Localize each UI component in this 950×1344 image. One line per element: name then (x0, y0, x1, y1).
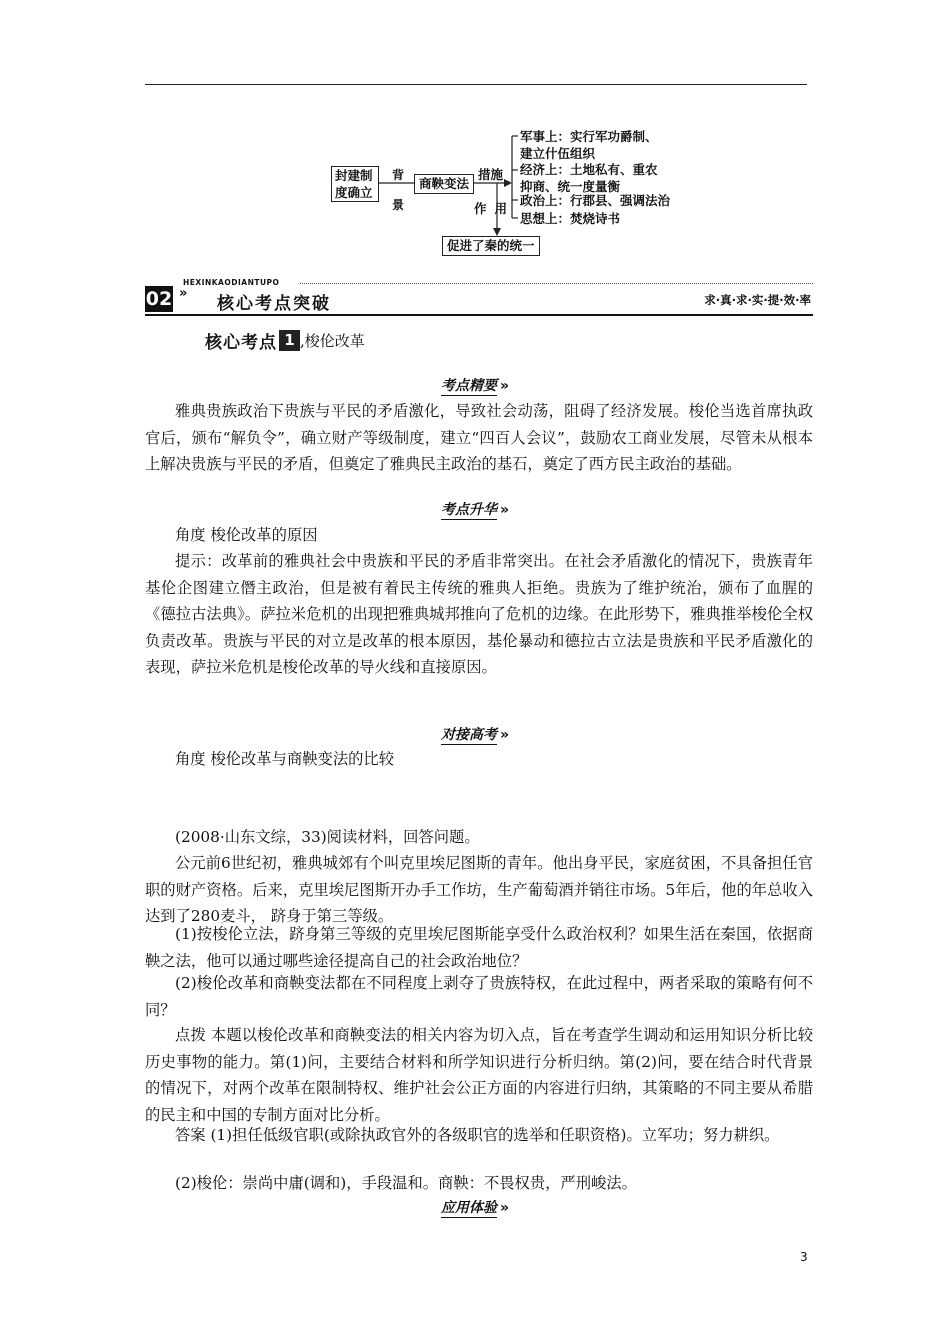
section-pinyin: HEXINKAODIANTUPO (183, 278, 280, 287)
tishi-paragraph: 提示：改革前的雅典社会中贵族和平民的矛盾非常突出。在社会矛盾激化的情况下，贵族青年基伦企图建立僭主政治，但是被有着民主传统的雅典人拒绝。贵族为了维护统治，颁布了血腥的《德拉古法典》。萨拉米危机的出现把雅典城邦推向了危机的边缘。在此形势下，雅典推举梭伦全权负责改革。贵族与平民的对立是改革的根本原因，基伦暴动和德拉古立法是贵族和平民矛盾激化的表现，萨拉米危机是梭伦改革的导火线和直接原因。 (145, 552, 813, 676)
heading-gaokao (0, 724, 950, 744)
diagram-reform-text: 商鞅变法 (419, 176, 470, 191)
page-number: 3 (800, 1250, 808, 1264)
material-paragraph: 公元前6世纪初，雅典城郊有个叫克里埃尼图斯的青年。他出身平民，家庭贫困，不具备担任官职的财产资格。后来，克里埃尼图斯开办手工作坊，生产葡萄酒并销往市场。5年后，他的年总收入达到了280麦斗， 跻身于第三等级。 (145, 854, 813, 925)
section-rule (145, 314, 813, 316)
section-number: 02 (145, 288, 173, 310)
dianbo-paragraph: 点拨 本题以梭伦改革和商鞅变法的相关内容为切入点，旨在考查学生调动和运用知识分析比较历史事物的能力。第(1)问，主要结合材料和所学知识进行分析归纳。第(2)问，要在结合时代背景的情况下，对两个改革在限制特权、维护社会公正方面的内容进行归纳，其策略的不同主要从希腊的民主和中国的专制方面对比分析。 (145, 1026, 813, 1124)
diagram-result-text: 促进了秦的统一 (447, 238, 535, 253)
angle-1: 角度 梭伦改革的原因 (175, 526, 318, 544)
diagram-reform-box (414, 174, 474, 194)
core-point-number: 1 (279, 330, 300, 351)
diagram-root-box (331, 166, 379, 202)
question-1: (1)按梭伦立法，跻身第三等级的克里埃尼图斯能享受什么政治权利？如果生活在秦国，依据商鞅之法，他可以通过哪些途径提高自己的社会政治地位？ (145, 925, 813, 970)
knowledge-diagram (0, 0, 950, 270)
question-2: (2)梭伦改革和商鞅变法都在不同程度上剥夺了贵族特权，在此过程中，两者采取的策略有何不同？ (145, 974, 813, 1019)
diagram-measures-label: 措施 (478, 167, 504, 182)
chevron-icon: » (499, 727, 510, 743)
section-title: 核心考点突破 (217, 294, 331, 314)
chevron-icon: » (499, 378, 510, 394)
heading-yingyong-text: 应用体验 (440, 1200, 497, 1216)
heading-jingyao (0, 375, 950, 395)
question-source: (2008·山东文综，33)阅读材料，回答问题。 (175, 828, 480, 846)
heading-shenghua-text: 考点升华 (440, 502, 497, 518)
answer-2: (2)梭伦：崇尚中庸(调和)，手段温和。商鞅：不畏权贵，严刑峻法。 (175, 1174, 637, 1192)
diagram-measure-ideology: 思想上：焚烧诗书 (520, 211, 621, 226)
diagram-measure-politics: 政治上：行郡县、强调法治 (520, 193, 671, 208)
diagram-background-label: 背景 (392, 168, 405, 212)
diagram-connectors (0, 0, 950, 270)
core-point-text: ,梭伦改革 (300, 332, 365, 350)
answer-1: 答案 (1)担任低级官职(或除执政官外的各级职官的选举和任职资格)。立军功；努力耕织。 (175, 1126, 780, 1144)
angle-2: 角度 梭伦改革与商鞅变法的比较 (175, 750, 395, 768)
jingyao-paragraph: 雅典贵族政治下贵族与平民的矛盾激化，导致社会动荡，阻碍了经济发展。梭伦当选首席执政官后，颁布“解负令”，确立财产等级制度，建立“四百人会议”，鼓励农工商业发展，尽管未从根本上解决贵族与平民的矛盾，但奠定了雅典民主政治的基石，奠定了西方民主政治的基础。 (145, 402, 813, 473)
chevron-icon: » (499, 1200, 510, 1216)
core-point-title (205, 328, 365, 354)
diagram-result-box (442, 236, 540, 256)
section-dotted-rule (300, 283, 813, 284)
heading-shenghua (0, 499, 950, 519)
diagram-effect-label: 作用 (474, 201, 516, 216)
heading-gaokao-text: 对接高考 (440, 727, 497, 743)
section-arrow-icon: » (179, 286, 188, 301)
core-point-label: 核心考点 (205, 333, 277, 353)
diagram-measure-economy: 经济上：土地私有、重农 抑商、统一度量衡 (520, 162, 658, 194)
heading-jingyao-text: 考点精要 (440, 378, 497, 394)
diagram-measure-military: 军事上：实行军功爵制、 建立什伍组织 (520, 129, 658, 161)
diagram-root-text: 封建制度确立 (335, 168, 373, 200)
section-slogan: 求·真·求·实·提·效·率 (704, 293, 811, 307)
chevron-icon: » (499, 502, 510, 518)
section-header (145, 278, 813, 316)
heading-yingyong (0, 1197, 950, 1217)
